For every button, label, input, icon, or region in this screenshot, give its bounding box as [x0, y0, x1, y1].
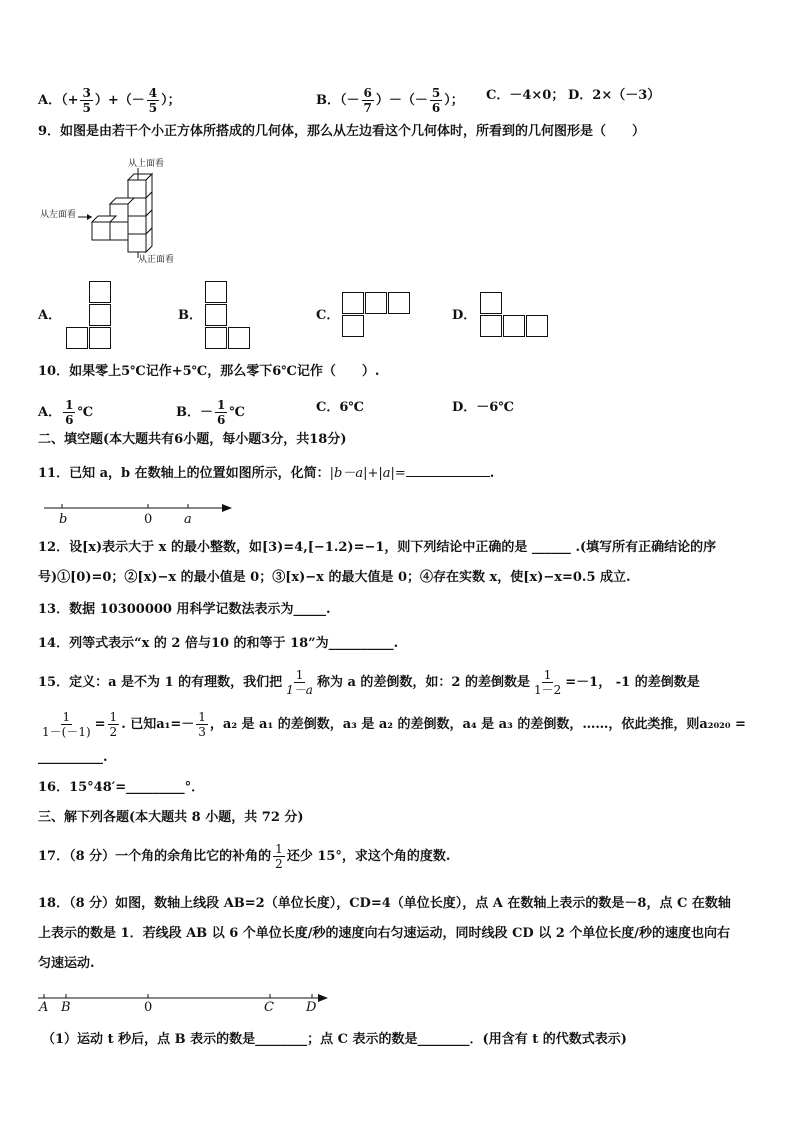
q9-stem: 9．如图是由若干个小正方体所搭成的几何体，那么从左边看这个几何体时，所看到的几何图形是（ ）	[38, 124, 646, 139]
q12-line2: 号)①[0)=0；②[x)−x 的最小值是 0；③[x)−x 的最大值是 0；④存在实数 x，使[x)−x=0.5 成立.	[38, 570, 631, 585]
q15-line1: 15．定义：a 是不为 1 的有理数，我们把 $\frac{1}{1-a}$ 称为 a 的差倒数，如：2 的差倒数是 $\frac{1}{1-2}$ =－1， -1 的差倒数是	[38, 668, 700, 697]
q8-option-c: C．－4×0；	[486, 88, 565, 103]
q18-axis-d: D	[306, 1000, 317, 1015]
q18-sub1: （1）运动 t 秒后，点 B 表示的数是________；点 C 表示的数是________．(用含有 t 的代数式表示)	[42, 1032, 627, 1047]
q18-axis-zero: 0	[144, 1000, 153, 1015]
q13: 13．数据 10300000 用科学记数法表示为_____.	[38, 602, 331, 617]
q18-axis-c: C	[264, 1000, 274, 1015]
q10-option-c: C．6℃	[316, 400, 364, 415]
q11-axis-zero: 0	[144, 512, 153, 527]
q8-option-d: D．2×（－3）	[568, 88, 661, 103]
q12-line1: 12．设[x)表示大于 x 的最小整数，如[3)=4,[−1.2)=−1，则下列结论中正确的是 ______ .(填写所有正确结论的序	[38, 540, 717, 555]
q11-number-line	[40, 498, 240, 530]
q9-option-c-label: C．	[316, 308, 340, 323]
q15-line3: __________.	[38, 750, 108, 765]
q9-label-top: 从上面看	[128, 159, 165, 169]
q9-label-front: 从正面看	[138, 255, 175, 265]
q10-option-a: A． $\frac{1}{6}$ ℃	[38, 398, 94, 427]
section-2-heading: 二、填空题(本大题共有6小题，每小题3分，共18分)	[38, 432, 347, 447]
q11-axis-a: a	[184, 512, 192, 527]
q9-option-a-label: A．	[38, 308, 62, 323]
q10-stem: 10．如果零上5℃记作+5℃，那么零下6℃记作（ ）.	[38, 364, 380, 379]
q17: 17．（8 分）一个角的余角比它的补角的 $\frac{1}{2}$ 还少 15°，求这个角的度数.	[38, 842, 451, 871]
q10-option-b: B．－ $\frac{1}{6}$ ℃	[176, 398, 245, 427]
q9-label-left: 从左面看	[40, 210, 77, 220]
q8-option-a: A．（+ $\frac{3}{5}$ ）+（－ $\frac{4}{5}$ ）；	[38, 86, 181, 115]
q9-option-d-label: D．	[452, 308, 477, 323]
q14: 14．列等式表示“x 的 2 倍与10 的和等于 18”为__________.	[38, 636, 399, 651]
q18-line1: 18．（8 分）如图，数轴上线段 AB=2（单位长度），CD=4（单位长度），点 A 在数轴上表示的数是－8，点 C 在数轴	[38, 896, 731, 911]
q11-axis-b: b	[59, 512, 68, 527]
q18-axis-a: A	[39, 1000, 49, 1015]
q18-line2: 上表示的数是 1．若线段 AB 以 6 个单位长度/秒的速度向右匀速运动，同时线段 CD 以 2 个单位长度/秒的速度也向右	[38, 926, 731, 941]
section-3-heading: 三、解下列各题(本大题共 8 小题，共 72 分)	[38, 810, 304, 825]
q11-stem: 11．已知 a，b 在数轴上的位置如图所示，化简：|b－a|+|a|= .	[38, 462, 494, 484]
q10-option-d: D．－6℃	[452, 400, 514, 415]
q8-option-b: B．（－ $\frac{6}{7}$ ）－（－ $\frac{5}{6}$ ）；	[316, 86, 464, 115]
q18-axis-b: B	[61, 1000, 71, 1015]
q18-number-line	[36, 988, 336, 1012]
q18-line3: 匀速运动.	[38, 956, 95, 971]
q9-option-b-label: B．	[178, 308, 202, 323]
q15-line2: $\frac{1}{1-(-1)}$ = $\frac{1}{2}$ . 已知a₁=－ $\frac{1}{3}$ ，a₂ 是 a₁ 的差倒数，a₃ 是 a₂ 的差倒数，a₄ 是 a₃ 的差倒数，……，依此类推，则a₂₀₂₀ =	[42, 710, 746, 739]
q16: 16．15°48′=_________°．	[38, 780, 205, 795]
